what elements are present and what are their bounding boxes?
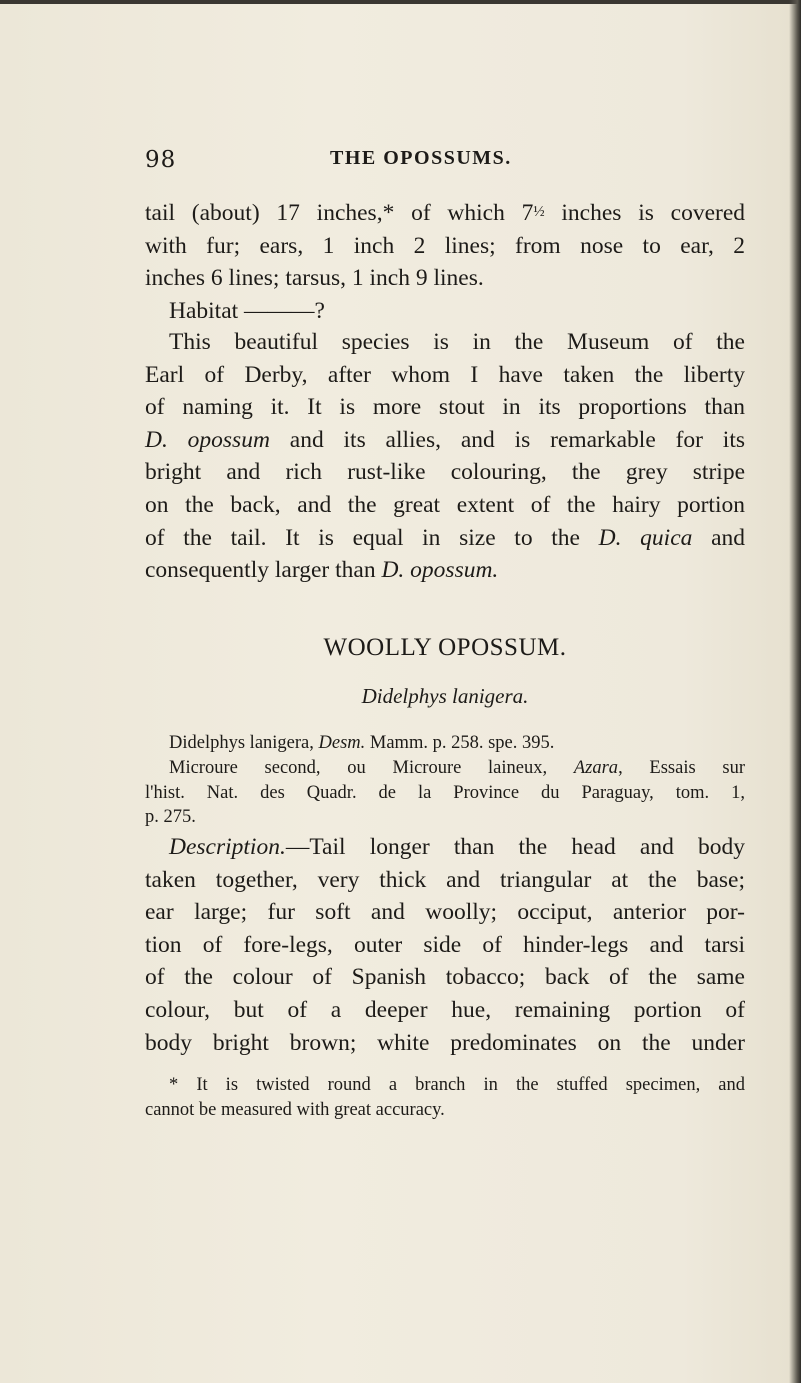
text-line: Earl of Derby, after whom I have taken the liberty (145, 361, 745, 388)
text-line: with fur; ears, 1 inch 2 lines; from nose to ear, 2 (145, 232, 745, 259)
text-line: inches 6 lines; tarsus, 1 inch 9 lines. (145, 265, 484, 292)
page-number: 98 (145, 147, 177, 173)
synonym-line: Didelphys lanigera, Desm. Mamm. p. 258. spe. 395. (169, 733, 555, 753)
habitat-dash: ——— (244, 297, 315, 324)
footnote-line: cannot be measured with great accuracy. (145, 1100, 445, 1120)
text-line: bright and rich rust-like colouring, the grey stripe (145, 459, 745, 486)
text-line: Description.—Tail longer than the head and body (169, 834, 745, 860)
text-line: This beautiful species is in the Museum of the (169, 329, 745, 355)
text-line: ear large; fur soft and woolly; occiput, anterior por- (145, 899, 745, 926)
latin-name: Didelphys lanigera. (361, 684, 529, 708)
text-line: tion of fore-legs, outer side of hinder-legs and tarsi (145, 931, 745, 958)
footnote-line: * It is twisted round a branch in the stuffed specimen, and (169, 1075, 745, 1095)
text-line: on the back, and the great extent of the hairy portion (145, 491, 745, 518)
derby-paragraph (145, 326, 745, 587)
text-line: of the colour of Spanish tobacco; back of the same (145, 964, 745, 991)
taxon-name: D. opossum (145, 426, 270, 453)
running-title: THE OPOSSUMS. (330, 147, 512, 169)
top-page-edge (0, 0, 801, 4)
text-line: of naming it. It is more stout in its proportions than (145, 394, 745, 421)
text-line: D. opossum and its allies, and is remarkable for its (145, 426, 745, 453)
description-paragraph (145, 831, 745, 1059)
synonym-line: l'hist. Nat. des Quadr. de la Province du Paraguay, tom. 1, (145, 782, 745, 803)
taxon-name: D. quica (598, 524, 693, 551)
habitat-line (145, 295, 745, 328)
synonym-line: Microure second, ou Microure laineux, Azara, Essais sur (169, 757, 745, 778)
species-heading: WOOLLY OPOSSUM. (323, 634, 567, 661)
text-line: tail (about) 17 inches,* of which 7½ inches is covered (145, 200, 746, 226)
habitat-label: Habitat (169, 297, 239, 324)
measurements-paragraph (145, 196, 745, 327)
text-line: body bright brown; white predominates on the under (145, 1029, 745, 1056)
text-line: taken together, very thick and triangular at the base; (145, 866, 745, 893)
right-page-edge-shadow (789, 0, 801, 1383)
taxon-name: D. opossum. (381, 557, 499, 584)
text-line: colour, but of a deeper hue, remaining portion of (145, 996, 745, 1023)
synonymy-block (145, 731, 745, 830)
synonym-line: p. 275. (145, 807, 196, 828)
description-label: Description. (169, 834, 286, 860)
habitat-value: ? (314, 297, 325, 324)
footnote (145, 1073, 745, 1123)
text-line: of the tail. It is equal in size to the D. quica and (145, 524, 745, 551)
fraction: ½ (533, 204, 545, 220)
text-line: consequently larger than D. opossum. (145, 557, 499, 584)
running-head (145, 147, 745, 177)
